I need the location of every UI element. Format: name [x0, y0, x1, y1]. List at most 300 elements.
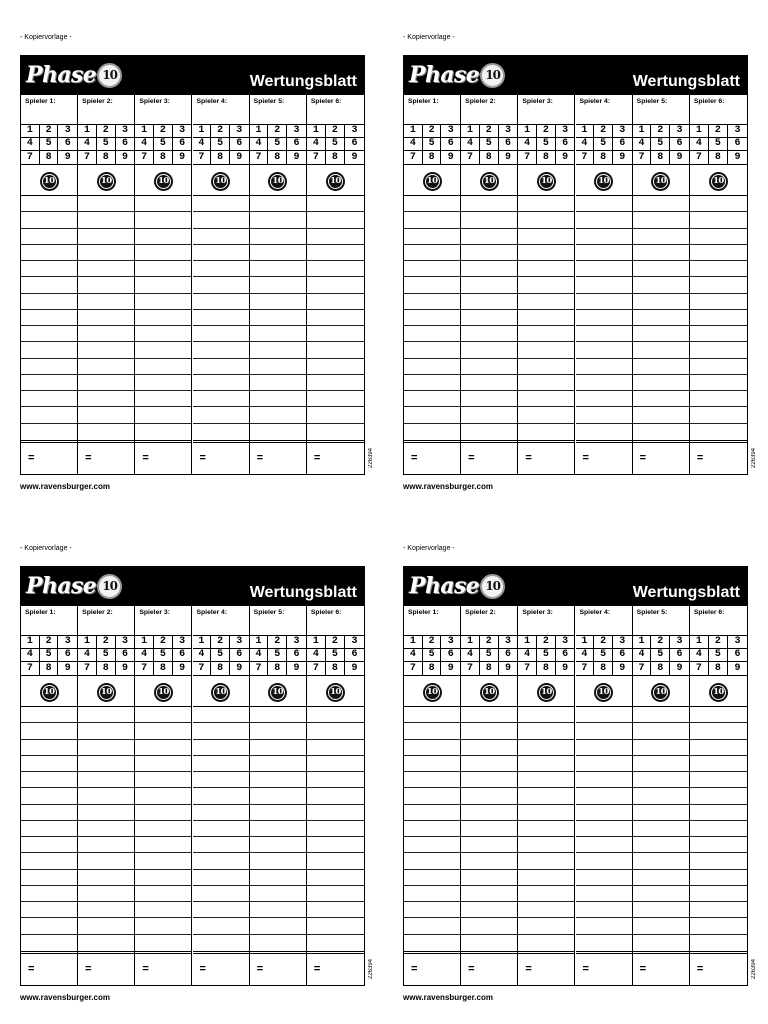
phase-10-medallion-icon [651, 172, 670, 191]
score-cell [404, 821, 460, 837]
phase-10-medallion-icon [537, 172, 556, 191]
phase-number-cell: 1 [250, 635, 269, 649]
medallion-number: 10 [598, 176, 609, 186]
phase-number-cell: 9 [230, 662, 249, 676]
score-cell [307, 261, 364, 277]
score-cell [250, 853, 306, 869]
phase-number-cell: 9 [58, 662, 77, 676]
sheet-title: Wertungsblatt [632, 73, 740, 90]
phase-number-cell: 1 [193, 124, 212, 138]
phase-number-cell: 1 [193, 635, 212, 649]
total-cell [690, 951, 747, 985]
phase-number-cell: 6 [556, 649, 575, 663]
score-cell [21, 902, 77, 918]
score-cell [250, 375, 306, 391]
phase-number-cell: 8 [537, 662, 556, 676]
phase-number-cell: 5 [594, 649, 613, 663]
score-cell [135, 788, 191, 804]
copy-template-label: - Kopiervorlage - [20, 34, 72, 41]
product-code: 226394 [751, 447, 757, 469]
total-cell [518, 440, 574, 474]
score-cell [307, 310, 364, 326]
phase-number-cell: 7 [518, 151, 537, 165]
score-cell [21, 805, 77, 821]
total-cell [633, 440, 689, 474]
score-cell [518, 723, 574, 739]
phase-number-cell: 2 [594, 635, 613, 649]
score-cell [690, 935, 747, 951]
score-cell [135, 342, 191, 358]
phase-number-cell: 4 [633, 138, 652, 152]
score-cell [461, 723, 517, 739]
score-cell [690, 821, 747, 837]
player-label: Spieler 5: [636, 98, 668, 105]
score-cell [461, 196, 517, 212]
score-cell [250, 277, 306, 293]
phase-number-cell: 8 [326, 151, 345, 165]
phase-number-cell: 8 [651, 662, 670, 676]
score-cell [250, 740, 306, 756]
score-cell [307, 837, 364, 853]
score-cell [518, 740, 574, 756]
score-cell [250, 805, 306, 821]
phase-number-cell: 7 [193, 662, 212, 676]
phase-number-cell: 7 [307, 151, 326, 165]
phase-number-cell: 2 [480, 124, 499, 138]
card-header [21, 56, 364, 95]
score-cell [633, 407, 689, 423]
score-card [20, 55, 365, 475]
phase-10-medallion-icon [709, 683, 728, 702]
score-cell [193, 788, 249, 804]
phase-number-cell: 9 [441, 151, 460, 165]
score-cell [461, 886, 517, 902]
score-cell [518, 407, 574, 423]
player-label: Spieler 1: [25, 98, 56, 105]
logo-word: Phase [26, 573, 97, 599]
score-cell [250, 788, 306, 804]
copy-template-label: - Kopiervorlage - [20, 545, 72, 552]
total-symbol: = [28, 452, 35, 464]
score-cell [250, 837, 306, 853]
score-cell [518, 229, 574, 245]
score-cell [690, 212, 747, 228]
total-symbol: = [525, 452, 532, 464]
score-sheet [403, 544, 763, 1009]
product-code: 226394 [368, 958, 374, 980]
score-cell [21, 310, 77, 326]
score-cell [135, 821, 191, 837]
total-cell [690, 440, 747, 474]
phase-10-row [21, 676, 77, 707]
score-cell [404, 342, 460, 358]
phase-number-cell: 1 [21, 124, 40, 138]
logo-word: Phase [409, 62, 480, 88]
phase-number-cell: 7 [576, 662, 595, 676]
phase-number-cell: 9 [173, 662, 192, 676]
score-cell [307, 326, 364, 342]
phase-10-row [193, 165, 249, 196]
phase-number-cell: 3 [728, 124, 747, 138]
phase-10-row [21, 165, 77, 196]
score-cell [576, 196, 632, 212]
phase-number-cell: 2 [594, 124, 613, 138]
phase-number-cell: 3 [728, 635, 747, 649]
phase-number-cell: 6 [230, 649, 249, 663]
score-cell [78, 707, 134, 723]
score-cell [576, 723, 632, 739]
score-cell [250, 772, 306, 788]
score-cell [193, 229, 249, 245]
phase-number-cell: 9 [613, 151, 632, 165]
medallion-number: 10 [272, 687, 284, 697]
score-cell [633, 294, 689, 310]
score-cell [461, 902, 517, 918]
score-cell [576, 902, 632, 918]
score-cell [78, 310, 134, 326]
score-cell [21, 837, 77, 853]
score-cell [576, 935, 632, 951]
score-cell [690, 375, 747, 391]
phase-number-cell: 9 [556, 151, 575, 165]
score-cell [461, 788, 517, 804]
player-column [78, 606, 135, 985]
score-cell [690, 229, 747, 245]
player-column [250, 606, 307, 985]
score-cell [404, 212, 460, 228]
medallion-number: 10 [330, 687, 341, 697]
phase-number-cell: 6 [345, 649, 364, 663]
sheet-title: Wertungsblatt [632, 584, 740, 601]
score-cell [633, 196, 689, 212]
score-cell [461, 245, 517, 261]
phase-number-cell: 2 [537, 124, 556, 138]
score-cell [576, 821, 632, 837]
score-sheet [20, 544, 380, 1009]
phase-number-cell: 1 [576, 124, 595, 138]
score-cell [307, 821, 364, 837]
phase-number-cell: 5 [480, 649, 499, 663]
score-cell [690, 805, 747, 821]
phase-number-cell: 3 [345, 124, 364, 138]
phase10-logo [409, 570, 505, 602]
score-cell [78, 326, 134, 342]
phase-number-cell: 9 [173, 151, 192, 165]
phase-10-row [250, 676, 306, 707]
score-cell [135, 935, 191, 951]
player-column [78, 95, 135, 474]
score-cell [78, 886, 134, 902]
score-cell [690, 837, 747, 853]
score-cell [193, 805, 249, 821]
phase-10-row [461, 676, 517, 707]
score-cell [633, 853, 689, 869]
logo-number-badge: 10 [97, 574, 122, 599]
player-column [576, 95, 633, 474]
score-cell [307, 772, 364, 788]
phase-10-medallion-icon [709, 172, 728, 191]
score-cell [633, 342, 689, 358]
score-cell [461, 375, 517, 391]
phase-number-cell: 7 [21, 662, 40, 676]
score-cell [307, 424, 364, 440]
score-cell [633, 902, 689, 918]
score-cell [633, 277, 689, 293]
phase-number-cell: 9 [670, 151, 689, 165]
score-cell [307, 212, 364, 228]
score-cell [518, 853, 574, 869]
phase-number-cell: 1 [633, 635, 652, 649]
website-url: www.ravensburger.com [20, 482, 110, 491]
score-cell [404, 229, 460, 245]
score-cell [193, 886, 249, 902]
medallion-number: 10 [426, 687, 438, 697]
score-cell [135, 407, 191, 423]
phase-number-cell: 1 [633, 124, 652, 138]
score-cell [633, 212, 689, 228]
phase-10-row [307, 165, 364, 196]
score-cell [576, 391, 632, 407]
phase-number-cell: 6 [230, 138, 249, 152]
score-cell [78, 359, 134, 375]
website-url: www.ravensburger.com [403, 482, 493, 491]
phase-number-cell: 2 [268, 124, 287, 138]
medallion-number: 10 [330, 176, 341, 186]
medallion-number: 10 [655, 687, 667, 697]
player-label: Spieler 4: [196, 98, 228, 105]
score-cell [518, 245, 574, 261]
score-cell [518, 277, 574, 293]
score-cell [461, 772, 517, 788]
phase-number-cell: 6 [499, 138, 518, 152]
player-label: Spieler 6: [310, 609, 342, 616]
phase-number-cell: 6 [728, 649, 747, 663]
score-cell [518, 261, 574, 277]
player-label: Spieler 1: [25, 609, 56, 616]
score-cell [21, 407, 77, 423]
phase-number-cell: 4 [21, 138, 40, 152]
score-cell [404, 391, 460, 407]
phase-number-cell: 8 [326, 662, 345, 676]
score-cell [690, 245, 747, 261]
total-cell [518, 951, 574, 985]
medallion-number: 10 [713, 176, 724, 186]
phase-number-cell: 8 [594, 662, 613, 676]
logo-word: Phase [26, 62, 97, 88]
score-cell [135, 261, 191, 277]
phase-number-cell: 7 [135, 151, 154, 165]
score-cell [307, 723, 364, 739]
phase-number-cell: 3 [613, 124, 632, 138]
score-cell [78, 772, 134, 788]
score-cell [690, 342, 747, 358]
score-cell [518, 902, 574, 918]
score-cell [250, 902, 306, 918]
total-cell [461, 951, 517, 985]
score-cell [633, 870, 689, 886]
phase10-logo [26, 59, 122, 91]
medallion-number: 10 [43, 176, 55, 186]
score-cell [193, 707, 249, 723]
phase-number-cell: 8 [709, 151, 728, 165]
score-cell [21, 391, 77, 407]
score-cell [21, 277, 77, 293]
score-cell [404, 853, 460, 869]
score-cell [633, 756, 689, 772]
score-cell [78, 918, 134, 934]
score-cell [633, 375, 689, 391]
phase-10-medallion-icon [268, 172, 287, 191]
player-label: Spieler 6: [693, 609, 725, 616]
score-card [403, 566, 748, 986]
score-cell [690, 707, 747, 723]
phase-number-cell: 5 [211, 138, 230, 152]
phase-number-cell: 4 [518, 138, 537, 152]
score-cell [78, 261, 134, 277]
player-column [690, 606, 747, 985]
score-cell [518, 821, 574, 837]
score-cell [21, 196, 77, 212]
phase-number-cell: 4 [461, 138, 480, 152]
phase-number-cell: 9 [345, 662, 364, 676]
score-cell [78, 375, 134, 391]
phase-number-cell: 5 [326, 138, 345, 152]
score-cell [193, 772, 249, 788]
score-cell [307, 245, 364, 261]
phase-number-cell: 1 [250, 124, 269, 138]
score-cell [250, 196, 306, 212]
phase-number-cell: 4 [21, 649, 40, 663]
score-cell [193, 918, 249, 934]
score-cell [461, 391, 517, 407]
score-cell [193, 407, 249, 423]
medallion-number: 10 [158, 176, 169, 186]
score-cell [250, 918, 306, 934]
phase-10-row [518, 676, 574, 707]
phase10-logo [26, 570, 122, 602]
score-cell [404, 375, 460, 391]
medallion-number: 10 [215, 687, 226, 697]
phase-number-cell: 6 [116, 649, 135, 663]
score-cell [250, 424, 306, 440]
medallion-number: 10 [100, 176, 112, 186]
phase-number-cell: 4 [135, 138, 154, 152]
score-cell [307, 886, 364, 902]
score-cell [135, 805, 191, 821]
score-cell [518, 837, 574, 853]
score-cell [576, 375, 632, 391]
phase-number-cell: 7 [461, 662, 480, 676]
phase-number-cell: 5 [709, 138, 728, 152]
phase-number-cell: 2 [326, 635, 345, 649]
score-cell [250, 707, 306, 723]
phase-10-row [690, 165, 747, 196]
score-cell [633, 837, 689, 853]
phase-number-cell: 2 [480, 635, 499, 649]
total-cell [633, 951, 689, 985]
phase-number-cell: 8 [268, 662, 287, 676]
score-cell [576, 740, 632, 756]
score-cell [307, 342, 364, 358]
phase-number-cell: 4 [250, 649, 269, 663]
score-cell [633, 359, 689, 375]
phase-10-medallion-icon [211, 683, 230, 702]
score-cell [633, 723, 689, 739]
phase-number-cell: 8 [154, 662, 173, 676]
phase-number-cell: 7 [78, 151, 97, 165]
phase-10-medallion-icon [154, 172, 173, 191]
phase-number-cell: 8 [40, 151, 59, 165]
total-symbol: = [582, 963, 589, 975]
total-symbol: = [639, 452, 647, 464]
score-cell [576, 756, 632, 772]
score-cell [461, 853, 517, 869]
score-cell [307, 196, 364, 212]
score-cell [633, 424, 689, 440]
total-symbol: = [142, 452, 149, 464]
score-cell [461, 359, 517, 375]
phase-number-cell: 8 [594, 151, 613, 165]
phase-number-cell: 5 [326, 649, 345, 663]
score-cell [307, 870, 364, 886]
score-cell [307, 294, 364, 310]
phase-number-cell: 2 [211, 124, 230, 138]
score-cell [193, 277, 249, 293]
card-header [21, 567, 364, 606]
phase-number-cell: 5 [40, 138, 59, 152]
phase-10-row [518, 165, 574, 196]
score-cell [518, 788, 574, 804]
player-label: Spieler 4: [579, 98, 611, 105]
phase-number-cell: 3 [556, 635, 575, 649]
score-cell [250, 261, 306, 277]
score-cell [135, 229, 191, 245]
phase-number-cell: 8 [211, 662, 230, 676]
score-cell [404, 359, 460, 375]
phase-number-cell: 4 [576, 138, 595, 152]
score-cell [193, 375, 249, 391]
phase-number-cell: 1 [518, 124, 537, 138]
medallion-number: 10 [158, 687, 169, 697]
score-cell [461, 870, 517, 886]
phase10-logo [409, 59, 505, 91]
score-cell [193, 391, 249, 407]
score-cell [78, 391, 134, 407]
medallion-number: 10 [215, 176, 226, 186]
score-cell [250, 756, 306, 772]
score-cell [78, 245, 134, 261]
score-cell [135, 918, 191, 934]
score-cell [518, 918, 574, 934]
phase-number-cell: 1 [690, 124, 709, 138]
score-cell [576, 424, 632, 440]
total-symbol: = [85, 452, 92, 464]
score-cell [21, 772, 77, 788]
total-symbol: = [256, 452, 264, 464]
score-cell [193, 853, 249, 869]
total-symbol: = [411, 452, 418, 464]
score-cell [518, 326, 574, 342]
total-cell [404, 951, 460, 985]
total-symbol: = [582, 452, 589, 464]
phase-number-cell: 3 [499, 635, 518, 649]
player-column [193, 606, 250, 985]
score-cell [690, 756, 747, 772]
score-cell [461, 805, 517, 821]
phase-number-cell: 3 [670, 124, 689, 138]
score-cell [576, 261, 632, 277]
player-label: Spieler 2: [465, 609, 496, 616]
